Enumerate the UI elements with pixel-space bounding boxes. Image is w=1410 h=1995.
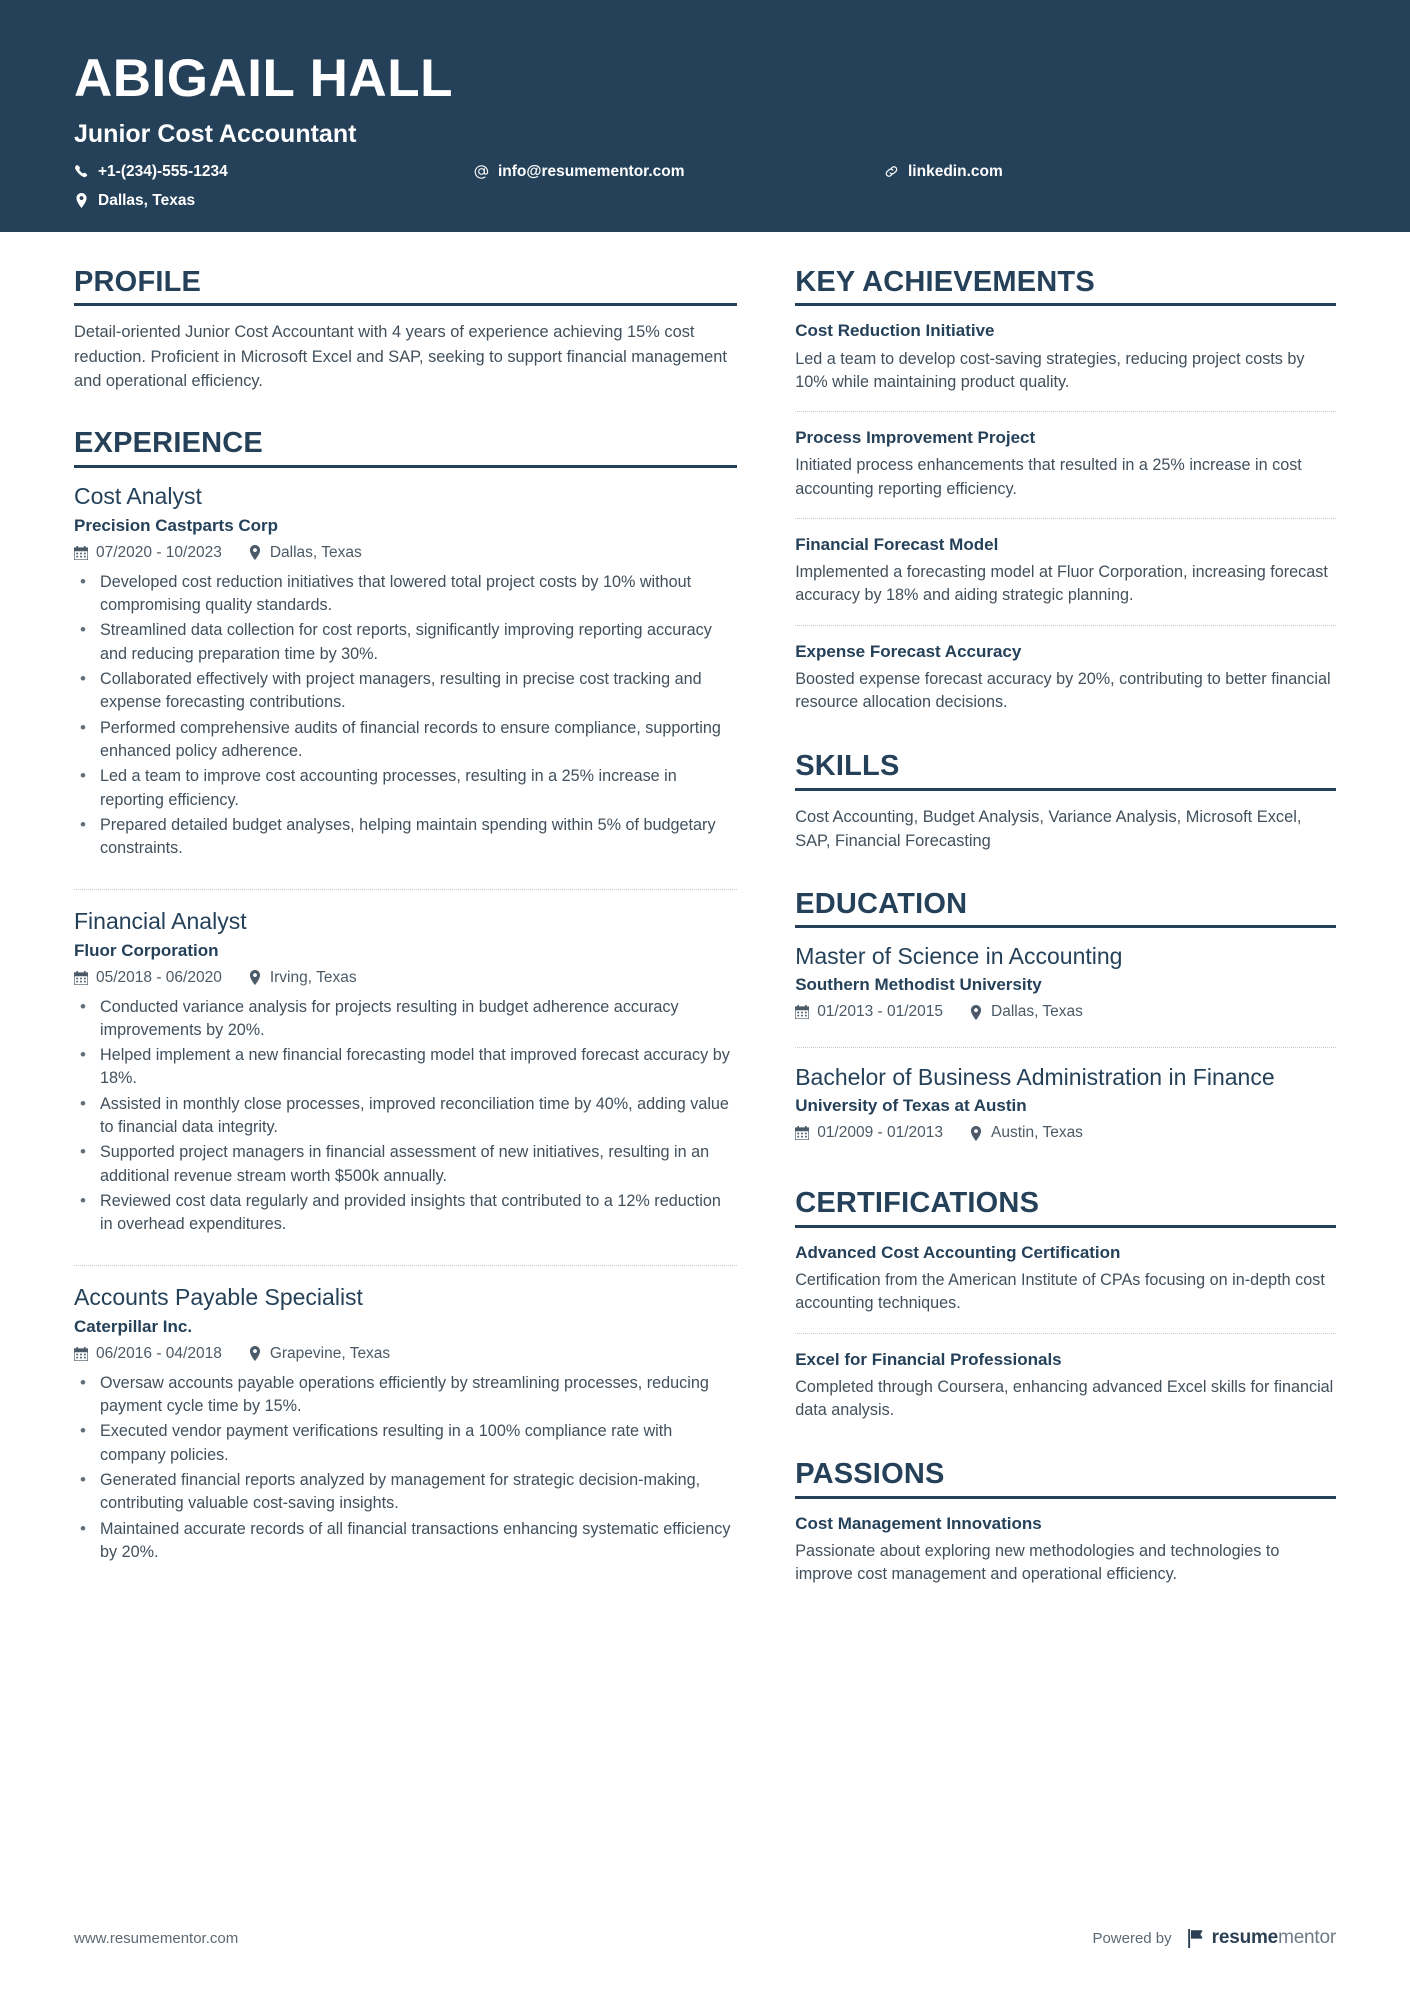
achievement-text: Implemented a forecasting model at Fluor Corporation, increasing forecast accuracy by 18% and aiding strategic planning.: [795, 563, 1328, 605]
section-rule: [74, 303, 737, 306]
section-title-key-achievements: KEY ACHIEVEMENTS: [795, 266, 1095, 298]
job-title: Junior Cost Accountant: [74, 120, 357, 149]
experience-bullet: • Maintained accurate records of all financial transactions enhancing systematic efficiency by 20%.: [74, 1518, 737, 1565]
resumementor-logo: [1185, 1927, 1336, 1949]
education-school: Southern Methodist University: [795, 975, 1042, 995]
experience-bullet: • Led a team to improve cost accounting processes, resulting in a 25% increase in reporting efficiency.: [74, 765, 737, 812]
section-profile: [74, 266, 737, 393]
experience-bullet: • Helped implement a new financial forecasting model that improved forecast accuracy by 18%.: [74, 1044, 737, 1091]
experience-meta: [74, 544, 737, 562]
profile-text: Detail-oriented Junior Cost Accountant with 4 years of experience achieving 15% cost reduction. Proficient in Microsoft Excel and SAP, seeking to support financial management and operational efficiency.: [74, 323, 727, 391]
education-school: University of Texas at Austin: [795, 1096, 1027, 1116]
education-location-text: Dallas, Texas: [991, 1003, 1083, 1021]
section-title-profile: PROFILE: [74, 266, 202, 298]
education-degree: Master of Science in Accounting: [795, 942, 1123, 969]
section-certifications: [795, 1187, 1336, 1424]
divider: [795, 1047, 1336, 1048]
achievement-text: Led a team to develop cost-saving strategies, reducing project costs by 10% while maintaining product quality.: [795, 349, 1305, 391]
divider: [795, 411, 1336, 412]
achievement-item: [795, 534, 1336, 610]
brand-text-first: resume: [1211, 1927, 1279, 1948]
map-pin-icon: [248, 1347, 262, 1361]
certification-title: Advanced Cost Accounting Certification: [795, 1242, 1121, 1262]
resume-body: [0, 232, 1410, 1887]
section-title-passions: PASSIONS: [795, 1458, 945, 1491]
section-rule: [795, 788, 1336, 791]
experience-location: [248, 1345, 390, 1363]
divider: [795, 1333, 1336, 1334]
education-item: [795, 942, 1336, 1032]
right-column: [795, 232, 1336, 1593]
achievement-item: [795, 320, 1336, 396]
map-pin-icon: [969, 1126, 983, 1140]
achievement-title: Cost Reduction Initiative: [795, 321, 995, 341]
experience-location-text: Irving, Texas: [269, 968, 357, 986]
calendar-icon: [74, 971, 88, 985]
page-title: ABIGAIL HALL: [74, 49, 453, 108]
experience-meta: [74, 969, 737, 987]
passion-item: [795, 1513, 1336, 1589]
divider: [74, 1265, 737, 1266]
section-rule: [795, 1496, 1336, 1499]
experience-role: Cost Analyst: [74, 482, 202, 509]
experience-company: Caterpillar Inc.: [74, 1316, 193, 1336]
skills-text: Cost Accounting, Budget Analysis, Variance Analysis, Microsoft Excel, SAP, Financial Forecasting: [795, 807, 1302, 851]
experience-item: [74, 907, 737, 1249]
experience-bullet: • Generated financial reports analyzed by management for strategic decision-making, contributing valuable cost-saving insights.: [74, 1469, 737, 1516]
contact-phone-text: +1-(234)-555-1234: [98, 163, 228, 181]
footer-brand-area: [1092, 1927, 1336, 1949]
experience-item: [74, 482, 737, 873]
calendar-icon: [74, 1347, 88, 1361]
achievement-item: [795, 427, 1336, 503]
calendar-icon: [795, 1005, 809, 1019]
experience-role: Accounts Payable Specialist: [74, 1283, 363, 1310]
section-title-certifications: CERTIFICATIONS: [795, 1187, 1040, 1220]
contact-linkedin[interactable]: [884, 161, 1336, 183]
achievement-title: Financial Forecast Model: [795, 534, 999, 554]
contact-row: [74, 161, 1336, 211]
experience-bullets: [74, 1372, 737, 1565]
achievement-title: Expense Forecast Accuracy: [795, 641, 1022, 661]
left-column: [74, 232, 795, 1580]
divider: [795, 518, 1336, 519]
achievement-item: [795, 641, 1336, 717]
flag-icon: [1185, 1928, 1205, 1948]
experience-bullet: • Executed vendor payment verifications resulting in a 100% compliance rate with company policies.: [74, 1420, 737, 1467]
contact-location: [74, 190, 474, 212]
section-title-education: EDUCATION: [795, 887, 968, 920]
contact-column-middle: [474, 161, 884, 183]
education-location: [969, 1124, 1083, 1142]
experience-bullet: • Collaborated effectively with project managers, resulting in precise cost tracking and expense forecasting contributions.: [74, 668, 737, 715]
experience-dates-text: 06/2016 - 04/2018: [96, 1344, 222, 1362]
brand-text-second: mentor: [1278, 1927, 1336, 1948]
experience-dates: [74, 544, 222, 562]
at-sign-icon: [474, 164, 489, 179]
experience-location: [248, 969, 357, 987]
experience-bullet: • Developed cost reduction initiatives that lowered total project costs by 10% without compromising quality standards.: [74, 571, 737, 618]
contact-column-left: [74, 161, 474, 211]
contact-linkedin-text: linkedin.com: [908, 163, 1003, 181]
certification-title: Excel for Financial Professionals: [795, 1349, 1062, 1369]
education-degree: Bachelor of Business Administration in Finance: [795, 1064, 1275, 1091]
education-dates-text: 01/2013 - 01/2015: [817, 1003, 944, 1021]
section-experience: [74, 427, 737, 1576]
experience-bullet: • Prepared detailed budget analyses, helping maintain spending within 5% of budgetary constraints.: [74, 814, 737, 861]
certification-item: [795, 1242, 1336, 1318]
link-icon: [884, 164, 899, 179]
section-title-skills: SKILLS: [795, 750, 900, 783]
divider: [74, 889, 737, 890]
experience-dates: [74, 1345, 222, 1363]
section-education: [795, 888, 1336, 1154]
powered-by-label: Powered by: [1092, 1929, 1172, 1947]
education-meta: [795, 1124, 1336, 1142]
resume-header: [0, 0, 1410, 232]
education-item: [795, 1063, 1336, 1153]
experience-company: Precision Castparts Corp: [74, 515, 279, 535]
contact-column-right: [884, 161, 1336, 183]
footer-url[interactable]: www.resumementor.com: [74, 1929, 239, 1947]
experience-item: [74, 1283, 737, 1577]
experience-dates-text: 07/2020 - 10/2023: [96, 543, 222, 561]
passion-text: Passionate about exploring new methodologies and technologies to improve cost management and operational efficiency.: [795, 1541, 1280, 1584]
education-location-text: Austin, Texas: [991, 1124, 1083, 1142]
phone-icon: [74, 164, 89, 179]
map-pin-icon: [969, 1005, 983, 1019]
map-pin-icon: [74, 193, 89, 208]
map-pin-icon: [248, 971, 262, 985]
section-key-achievements: [795, 266, 1336, 716]
experience-bullet: • Supported project managers in financial assessment of new initiatives, resulting in an additional revenue stream worth $500k annually.: [74, 1141, 737, 1188]
achievement-title: Process Improvement Project: [795, 428, 1036, 448]
experience-location: [248, 544, 362, 562]
experience-role: Financial Analyst: [74, 907, 247, 934]
map-pin-icon: [248, 546, 262, 560]
certification-item: [795, 1349, 1336, 1425]
education-dates: [795, 1003, 943, 1021]
experience-company: Fluor Corporation: [74, 940, 219, 960]
experience-bullet: • Conducted variance analysis for projects resulting in budget adherence accuracy improvements by 20%.: [74, 996, 737, 1043]
calendar-icon: [795, 1126, 809, 1140]
education-dates: [795, 1124, 943, 1142]
resume-footer: [0, 1887, 1410, 1995]
education-location: [969, 1003, 1083, 1021]
section-passions: [795, 1458, 1336, 1588]
education-dates-text: 01/2009 - 01/2013: [817, 1124, 944, 1142]
calendar-icon: [74, 546, 88, 560]
experience-bullet: • Reviewed cost data regularly and provided insights that contributed to a 12% reduction in overhead expenditures.: [74, 1190, 737, 1237]
section-rule: [795, 925, 1336, 928]
experience-location-text: Dallas, Texas: [269, 543, 362, 561]
achievement-text: Boosted expense forecast accuracy by 20%, contributing to better financial resource allocation decisions.: [795, 669, 1331, 712]
experience-bullet: • Assisted in monthly close processes, improved reconciliation time by 40%, adding value to financial data integrity.: [74, 1093, 737, 1140]
experience-bullet: • Oversaw accounts payable operations efficiently by streamlining processes, reducing payment cycle time by 15%.: [74, 1372, 737, 1419]
experience-location-text: Grapevine, Texas: [269, 1344, 391, 1362]
experience-bullets: [74, 571, 737, 861]
section-rule: [795, 303, 1336, 306]
experience-dates: [74, 969, 222, 987]
contact-phone: [74, 161, 474, 183]
certification-text: Certification from the American Institute of CPAs focusing on in-depth cost accounting techniques.: [795, 1270, 1325, 1313]
certification-text: Completed through Coursera, enhancing advanced Excel skills for financial data analysis.: [795, 1377, 1334, 1420]
brand-text: [1212, 1927, 1336, 1949]
divider: [795, 625, 1336, 626]
experience-meta: [74, 1345, 737, 1363]
section-rule: [795, 1225, 1336, 1228]
contact-email-text: info@resumementor.com: [498, 163, 685, 181]
experience-dates-text: 05/2018 - 06/2020: [96, 968, 222, 986]
section-skills: [795, 750, 1336, 853]
education-meta: [795, 1003, 1336, 1021]
achievement-text: Initiated process enhancements that resulted in a 25% increase in cost accounting reporting efficiency.: [795, 456, 1302, 498]
experience-bullet: • Streamlined data collection for cost reports, significantly improving reporting accuracy and reducing preparation time by 30%.: [74, 619, 737, 666]
passion-title: Cost Management Innovations: [795, 1513, 1042, 1533]
section-rule: [74, 465, 737, 468]
contact-email[interactable]: [474, 161, 884, 183]
section-title-experience: EXPERIENCE: [74, 427, 263, 460]
experience-bullet: • Performed comprehensive audits of financial records to ensure compliance, supporting enhanced policy adherence.: [74, 717, 737, 764]
experience-bullets: [74, 996, 737, 1237]
contact-location-text: Dallas, Texas: [98, 191, 196, 209]
